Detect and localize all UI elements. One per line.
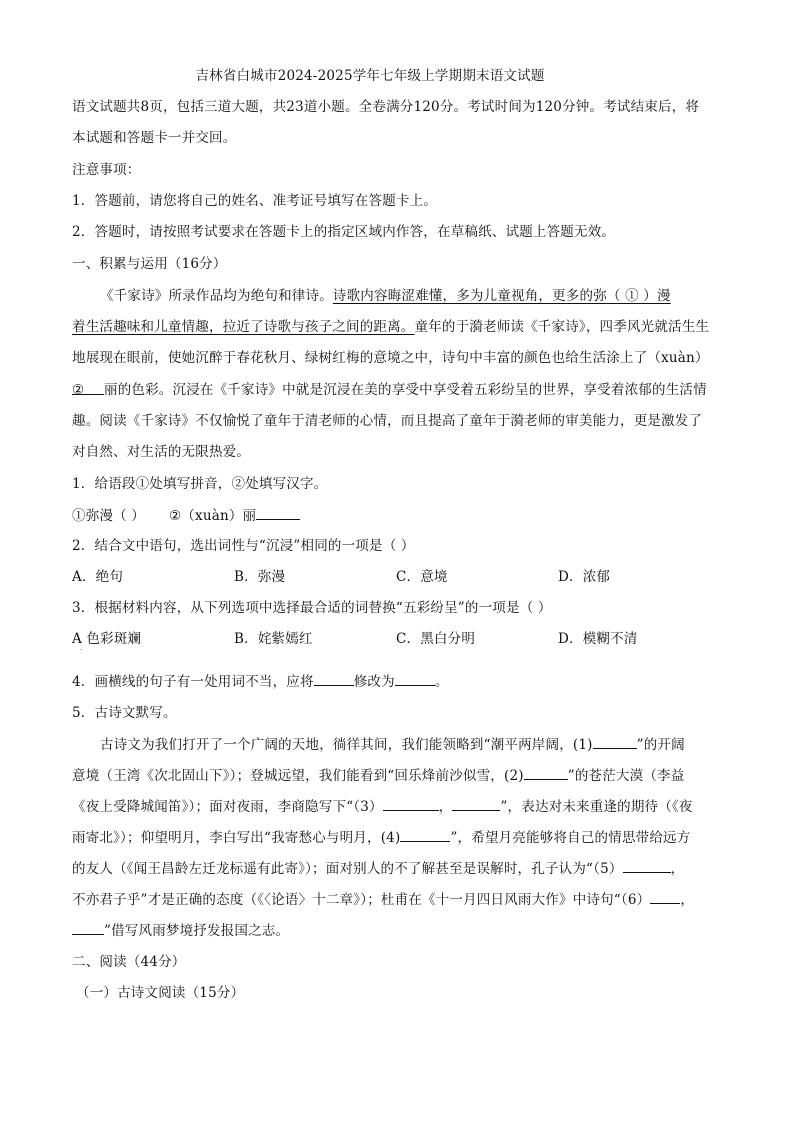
- question-5-line-4: [72, 827, 690, 848]
- question-5-text: 雨寄北》）；仰望明月，李白写出“我寄愁心与明月，(4): [72, 830, 401, 846]
- question-5-text: ”的苍茫大漠（李益: [567, 768, 685, 784]
- passage-text: 《千家诗》所录作品均为绝句和律诗。: [100, 288, 333, 304]
- question-5-line-6: [72, 889, 694, 910]
- answer-blank: [383, 796, 439, 811]
- question-1-part-b: ②（xuàn）丽: [169, 508, 257, 524]
- question-5-text: ”，表达对未来重逢的期待（《夜: [500, 799, 693, 815]
- question-5-text: ”借写风雨梦境抒发报国之志。: [104, 923, 290, 939]
- note-2: 2．答题时，请按照考试要求在答题卡上的指定区域内作答，在草稿纸、试题上答题无效。: [72, 224, 616, 240]
- answer-blank: [256, 505, 300, 520]
- question-1-part-a: ①弥漫（ ）: [72, 508, 145, 524]
- answer-blank: [400, 827, 450, 842]
- stray-dot: ·: [80, 647, 82, 654]
- question-5-text: 的友人（《闻王昌龄左迁龙标遥有此寄》）；面对别人的不了解甚至是误解时，孔子认为“（5）: [72, 861, 623, 877]
- passage-line-4: [72, 380, 707, 400]
- answer-blank: [72, 920, 104, 935]
- question-2-options: [72, 567, 610, 587]
- answer-blank: [314, 671, 354, 686]
- answer-blank: [623, 858, 671, 873]
- question-4-text: 修改为: [353, 674, 395, 690]
- question-5-line-5: [72, 858, 684, 879]
- option-c: C．意境: [396, 569, 448, 585]
- question-1-answer-line: [72, 505, 300, 526]
- passage-line-5: 趣。阅读《千家诗》不仅愉悦了童年于清老师的心情，而且提高了童年于漪老师的审美能力，更是激发了: [72, 413, 703, 429]
- question-2-stem: 2．结合文中语句，选出词性与“沉浸”相同的一项是（ ）: [72, 538, 415, 554]
- question-5-text: 不亦君子乎”才是正确的态度（《〈论语〉十二章》）；杜甫在《十一月四日风雨大作》中诗句“（6）: [72, 892, 651, 908]
- option-a: A 色彩斑斓: [72, 631, 142, 647]
- subsection-1-heading: （一）古诗文阅读（15分）: [76, 985, 245, 1001]
- question-5-text: 意境（王湾《次北固山下》）；登城远望，我们能看到“回乐烽前沙似雪，(2): [72, 768, 524, 784]
- intro-line-2: 本试题和答题卡一并交回。: [72, 130, 237, 146]
- question-3-stem: 3．根据材料内容，从下列选项中选择最合适的词替换“五彩纷呈”的一项是（ ）: [72, 600, 552, 616]
- question-5-text: ”，希望月亮能够将自己的情思带给远方: [450, 830, 691, 846]
- underlined-sentence: 着生活趣味和儿童情趣，拉近了诗歌与孩子之间的距离。: [72, 319, 415, 335]
- option-b: B．姹紫嫣红: [234, 631, 313, 647]
- question-5-text: ，: [438, 799, 453, 815]
- option-b: B．弥漫: [234, 569, 286, 585]
- underlined-sentence: 诗歌内容晦涩难懂，多为儿童视角，更多的弥: [332, 288, 607, 304]
- passage-line-1: [100, 286, 671, 306]
- question-5-text: ，: [680, 892, 695, 908]
- question-5-text: ”的开阔: [636, 737, 685, 753]
- question-5-stem: 5．古诗文默写。: [72, 705, 177, 721]
- passage-text: 丽的色彩。沉浸在《千家诗》中就是沉浸在美的享受中享受着五彩纷呈的世界，享受着浓郁的生活情: [104, 382, 707, 398]
- passage-line-3: 地展现在眼前，使她沉醉于春花秋月、绿树红梅的意境之中，诗句中丰富的颜色也给生活涂上了（xuàn）: [72, 350, 709, 366]
- question-5-text: 古诗文为我们打开了一个广阔的天地，徜徉其间，我们能领略到“潮平两岸阔，(1): [100, 737, 593, 753]
- exam-title: 吉林省白城市2024-2025学年七年级上学期期末语文试题: [195, 68, 545, 84]
- answer-blank: [452, 796, 500, 811]
- note-1: 1．答题前，请您将自己的姓名、准考证号填写在答题卡上。: [72, 193, 437, 209]
- blank-2-marker: ②: [72, 380, 104, 395]
- answer-blank: [524, 765, 568, 780]
- question-4-text: 。: [434, 674, 449, 690]
- question-5-text: 《夜上受降城闻笛》）；面对夜雨，李商隐写下“（3）: [72, 799, 383, 815]
- question-5-line-7: [72, 920, 289, 941]
- question-5-line-1: [100, 734, 685, 755]
- passage-text: 童年的于漪老师读《千家诗》，四季风光就活生生: [414, 319, 710, 335]
- question-5-line-3: [72, 796, 693, 817]
- answer-blank: [593, 734, 637, 749]
- question-1-stem: 1．给语段①处填写拼音，②处填写汉字。: [72, 476, 328, 492]
- question-3-options: [72, 629, 638, 649]
- answer-blank: [650, 889, 680, 904]
- option-d: D．模糊不清: [558, 631, 638, 647]
- option-c: C．黑白分明: [396, 631, 476, 647]
- option-a: A．绝句: [72, 569, 124, 585]
- passage-line-2: [72, 317, 709, 337]
- section-1-heading: 一、积累与运用（16分）: [72, 256, 227, 272]
- question-4: [72, 671, 449, 692]
- question-4-text: 4．画横线的句子有一处用词不当，应将: [72, 674, 314, 690]
- blank-1-marker: （ ① ）漫: [606, 288, 671, 304]
- question-5-text: ，: [670, 861, 685, 877]
- intro-line-1: 语文试题共8页，包括三道大题，共23道小题。全卷满分120分。考试时间为120分钟。考试结束后，将: [72, 99, 700, 115]
- answer-blank: [395, 671, 435, 686]
- option-d: D．浓郁: [558, 569, 611, 585]
- section-2-heading: 二、阅读（44分）: [72, 954, 186, 970]
- question-5-line-2: [72, 765, 684, 786]
- notes-heading: 注意事项：: [72, 162, 141, 178]
- passage-line-6: 对自然、对生活的无限热爱。: [72, 444, 251, 460]
